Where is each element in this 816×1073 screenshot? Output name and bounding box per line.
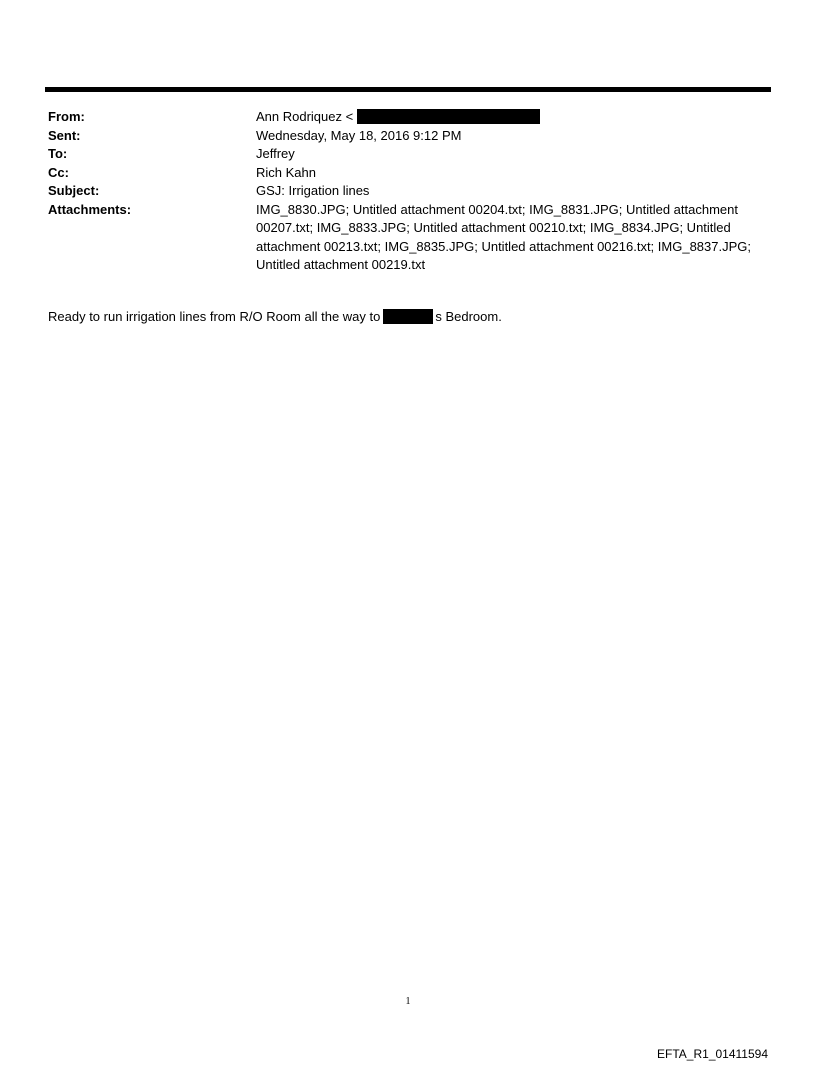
attachments-label: Attachments: <box>48 201 132 217</box>
cc-value: Rich Kahn <box>256 164 316 180</box>
to-value: Jeffrey <box>256 146 295 161</box>
from-name: Ann Rodriquez < <box>256 109 354 124</box>
attachments-row <box>48 201 768 275</box>
cc-row <box>48 164 768 183</box>
subject-value: GSJ: Irrigation lines <box>256 183 370 198</box>
body-text-after: s Bedroom. <box>435 309 502 324</box>
subject-label: Subject: <box>48 183 100 198</box>
sent-row <box>48 127 768 146</box>
from-value <box>256 108 768 127</box>
message-body <box>48 308 502 326</box>
subject-row <box>48 182 768 201</box>
header-divider <box>45 87 771 92</box>
sent-value: Wednesday, May 18, 2016 9:12 PM <box>256 127 462 143</box>
to-row <box>48 145 768 164</box>
redacted-email <box>357 109 540 124</box>
redacted-name <box>383 309 433 324</box>
body-text-before: Ready to run irrigation lines from R/O Room all the way to <box>48 309 381 324</box>
from-label: From: <box>48 109 85 124</box>
page-number: 1 <box>405 996 411 1007</box>
email-header <box>48 108 768 275</box>
document-id: EFTA_R1_01411594 <box>657 1047 768 1061</box>
attachments-value: IMG_8830.JPG; Untitled attachment 00204.txt; IMG_8831.JPG; Untitled attachment 00207.txt; IMG_8833.JPG; Untitled attachment 00210.txt; IMG_8834.JPG; Untitled attachment 00213.txt; IMG_8835.JPG; Untitled attachment 00216.txt; IMG_8837.JPG; Untitled attachment 00219.txt <box>256 201 751 272</box>
cc-label: Cc: <box>48 164 69 180</box>
sent-label: Sent: <box>48 127 81 143</box>
from-row <box>48 108 768 127</box>
to-label: To: <box>48 146 68 161</box>
